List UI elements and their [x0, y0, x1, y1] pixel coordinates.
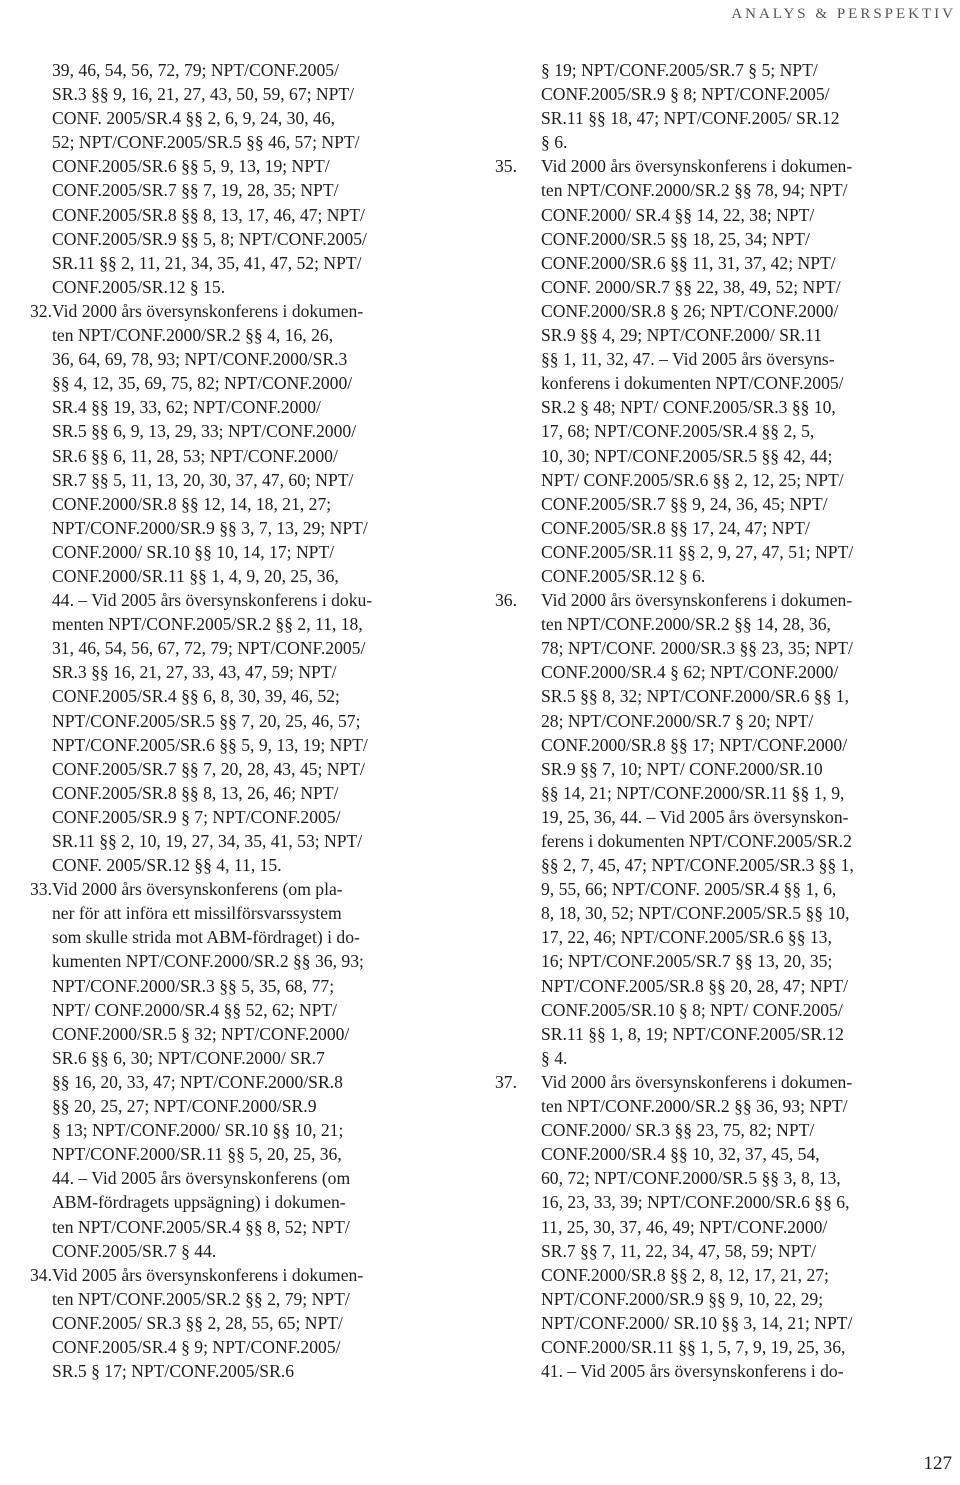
- line-text: 36, 64, 69, 78, 93; NPT/CONF.2000/SR.3: [52, 349, 348, 370]
- line-text: §§ 4, 12, 35, 69, 75, 82; NPT/CONF.2000/: [52, 373, 353, 394]
- text-line: [541, 1022, 953, 1046]
- text-line: [541, 492, 953, 516]
- line-text: 28; NPT/CONF.2000/SR.7 § 20; NPT/: [541, 710, 814, 731]
- line-text: ten NPT/CONF.2000/SR.2 §§ 4, 16, 26,: [52, 325, 334, 346]
- line-text: SR.3 §§ 16, 21, 27, 33, 43, 47, 59; NPT/: [52, 662, 337, 683]
- line-text: CONF.2000/ SR.3 §§ 23, 75, 82; NPT/: [541, 1120, 815, 1141]
- line-text: CONF.2005/SR.8 §§ 8, 13, 17, 46, 47; NPT/: [52, 204, 365, 225]
- line-text: 52; NPT/CONF.2005/SR.5 §§ 46, 57; NPT/: [52, 132, 360, 153]
- line-text: CONF.2000/SR.8 § 26; NPT/CONF.2000/: [541, 300, 839, 321]
- text-line: [52, 1118, 464, 1142]
- text-line: [30, 877, 464, 901]
- line-text: 16, 23, 33, 39; NPT/CONF.2000/SR.6 §§ 6,: [541, 1192, 850, 1213]
- note-number: 32.: [30, 300, 52, 321]
- line-text: Vid 2005 års översynskonferens i dokumen-: [52, 1264, 364, 1285]
- text-line: [52, 58, 464, 82]
- text-line: [52, 564, 464, 588]
- text-line: [541, 251, 953, 275]
- line-text: 78; NPT/CONF. 2000/SR.3 §§ 23, 35; NPT/: [541, 638, 853, 659]
- text-line: [52, 1142, 464, 1166]
- line-text: § 13; NPT/CONF.2000/ SR.10 §§ 10, 21;: [52, 1120, 344, 1141]
- text-line: [52, 1022, 464, 1046]
- text-line: [52, 203, 464, 227]
- text-line: [541, 468, 953, 492]
- text-line: [541, 178, 953, 202]
- line-text: Vid 2000 års översynskonferens i dokumen-: [541, 1071, 853, 1092]
- text-line: [52, 1190, 464, 1214]
- text-line: [52, 636, 464, 660]
- line-text: §§ 20, 25, 27; NPT/CONF.2000/SR.9: [52, 1096, 317, 1117]
- text-line: [52, 106, 464, 130]
- text-line: [52, 1070, 464, 1094]
- text-line: [52, 1287, 464, 1311]
- line-text: CONF.2000/ SR.4 §§ 14, 22, 38; NPT/: [541, 204, 815, 225]
- text-line: [52, 1239, 464, 1263]
- line-text: SR.2 § 48; NPT/ CONF.2005/SR.3 §§ 10,: [541, 397, 836, 418]
- note-number: 35.: [495, 156, 517, 177]
- text-line: [495, 588, 953, 612]
- line-text: NPT/CONF.2005/SR.8 §§ 20, 28, 47; NPT/: [541, 975, 849, 996]
- line-text: 39, 46, 54, 56, 72, 79; NPT/CONF.2005/: [52, 60, 339, 80]
- text-line: [541, 612, 953, 636]
- text-line: [541, 1166, 953, 1190]
- line-text: NPT/CONF.2005/SR.6 §§ 5, 9, 13, 19; NPT/: [52, 734, 368, 755]
- line-text: CONF.2000/SR.8 §§ 2, 8, 12, 17, 21, 27;: [541, 1264, 829, 1285]
- line-text: SR.6 §§ 6, 30; NPT/CONF.2000/ SR.7: [52, 1047, 325, 1068]
- text-line: [52, 468, 464, 492]
- line-text: CONF.2005/SR.12 § 6.: [541, 565, 706, 586]
- text-line: [541, 998, 953, 1022]
- text-line: [541, 82, 953, 106]
- line-text: CONF.2000/ SR.10 §§ 10, 14, 17; NPT/: [52, 541, 335, 562]
- line-text: SR.11 §§ 2, 11, 21, 34, 35, 41, 47, 52; NPT/: [52, 252, 362, 273]
- text-line: [541, 805, 953, 829]
- text-line: [541, 901, 953, 925]
- line-text: NPT/CONF.2005/SR.5 §§ 7, 20, 25, 46, 57;: [52, 710, 361, 731]
- text-line: [541, 1046, 953, 1070]
- line-text: SR.3 §§ 9, 16, 21, 27, 43, 50, 59, 67; NPT/: [52, 84, 355, 105]
- text-line: [52, 323, 464, 347]
- text-line: [541, 1239, 953, 1263]
- line-text: ten NPT/CONF.2005/SR.2 §§ 2, 79; NPT/: [52, 1288, 350, 1309]
- text-line: [541, 1335, 953, 1359]
- line-text: SR.11 §§ 2, 10, 19, 27, 34, 35, 41, 53; NPT/: [52, 831, 363, 851]
- line-text: 31, 46, 54, 56, 67, 72, 79; NPT/CONF.2005/: [52, 638, 366, 659]
- text-line: [52, 1359, 464, 1383]
- text-line: [541, 564, 953, 588]
- line-text: 8, 18, 30, 52; NPT/CONF.2005/SR.5 §§ 10,: [541, 903, 850, 924]
- text-line: [541, 829, 953, 853]
- line-text: §§ 1, 11, 32, 47. – Vid 2005 års översyns-: [541, 349, 835, 370]
- line-text: CONF.2005/SR.4 § 9; NPT/CONF.2005/: [52, 1336, 341, 1357]
- line-text: CONF.2005/SR.9 §§ 5, 8; NPT/CONF.2005/: [52, 228, 367, 249]
- line-text: 44. – Vid 2005 års översynskonferens (om: [52, 1168, 351, 1189]
- text-line: [541, 347, 953, 371]
- text-line: [541, 444, 953, 468]
- line-text: CONF. 2005/SR.12 §§ 4, 11, 15.: [52, 855, 282, 876]
- line-text: NPT/ CONF.2000/SR.4 §§ 52, 62; NPT/: [52, 999, 338, 1020]
- text-line: [52, 853, 464, 877]
- line-text: CONF.2005/SR.4 §§ 6, 8, 30, 39, 46, 52;: [52, 686, 340, 707]
- text-line: [52, 540, 464, 564]
- right-column: [495, 58, 953, 1383]
- line-text: CONF.2000/SR.4 §§ 10, 32, 37, 45, 54,: [541, 1144, 820, 1165]
- line-text: 44. – Vid 2005 års översynskonferens i doku-: [52, 590, 373, 611]
- text-line: [30, 1263, 464, 1287]
- line-text: NPT/CONF.2000/SR.11 §§ 5, 20, 25, 36,: [52, 1144, 342, 1165]
- line-text: ten NPT/CONF.2000/SR.2 §§ 78, 94; NPT/: [541, 180, 848, 201]
- text-line: [495, 154, 953, 178]
- text-line: [541, 1287, 953, 1311]
- text-line: [52, 1094, 464, 1118]
- text-line: [52, 371, 464, 395]
- line-text: SR.5 § 17; NPT/CONF.2005/SR.6: [52, 1361, 295, 1382]
- line-text: NPT/CONF.2000/SR.3 §§ 5, 35, 68, 77;: [52, 975, 335, 996]
- left-column: [30, 58, 464, 1383]
- line-text: 19, 25, 36, 44. – Vid 2005 års översynskon-: [541, 806, 849, 827]
- text-line: [541, 419, 953, 443]
- line-text: CONF.2005/SR.12 § 15.: [52, 276, 226, 297]
- line-text: CONF.2000/SR.8 §§ 17; NPT/CONF.2000/: [541, 734, 848, 755]
- text-line: [541, 1359, 953, 1383]
- line-text: SR.11 §§ 18, 47; NPT/CONF.2005/ SR.12: [541, 108, 840, 129]
- text-line: [52, 660, 464, 684]
- text-line: [541, 660, 953, 684]
- line-text: Vid 2000 års översynskonferens i dokumen-: [541, 156, 853, 177]
- line-text: 10, 30; NPT/CONF.2005/SR.5 §§ 42, 44;: [541, 445, 833, 466]
- line-text: CONF.2005/SR.10 § 8; NPT/ CONF.2005/: [541, 999, 843, 1020]
- text-line: [541, 1311, 953, 1335]
- line-text: CONF. 2005/SR.4 §§ 2, 6, 9, 24, 30, 46,: [52, 108, 336, 129]
- line-text: konferens i dokumenten NPT/CONF.2005/: [541, 373, 844, 394]
- line-text: §§ 14, 21; NPT/CONF.2000/SR.11 §§ 1, 9,: [541, 782, 845, 803]
- text-line: [541, 395, 953, 419]
- text-line: [52, 1215, 464, 1239]
- line-text: Vid 2000 års översynskonferens i dokumen-: [541, 590, 853, 611]
- text-line: [541, 1263, 953, 1287]
- text-line: [541, 1094, 953, 1118]
- text-line: [52, 974, 464, 998]
- text-line: [52, 130, 464, 154]
- line-text: Vid 2000 års översynskonferens (om pla-: [52, 879, 343, 900]
- text-line: [541, 130, 953, 154]
- text-line: [541, 58, 953, 82]
- line-text: 17, 68; NPT/CONF.2005/SR.4 §§ 2, 5,: [541, 421, 815, 442]
- line-text: SR.7 §§ 7, 11, 22, 34, 47, 58, 59; NPT/: [541, 1240, 817, 1261]
- line-text: menten NPT/CONF.2005/SR.2 §§ 2, 11, 18,: [52, 614, 363, 635]
- line-text: CONF.2005/SR.7 §§ 9, 24, 36, 45; NPT/: [541, 493, 828, 514]
- line-text: NPT/CONF.2000/ SR.10 §§ 3, 14, 21; NPT/: [541, 1312, 853, 1333]
- line-text: CONF.2000/SR.5 § 32; NPT/CONF.2000/: [52, 1023, 350, 1044]
- text-line: [541, 323, 953, 347]
- text-line: [541, 275, 953, 299]
- line-text: CONF.2005/SR.7 § 44.: [52, 1240, 217, 1261]
- text-line: [52, 492, 464, 516]
- text-line: [52, 251, 464, 275]
- text-line: [52, 444, 464, 468]
- text-line: [52, 178, 464, 202]
- line-text: ten NPT/CONF.2005/SR.4 §§ 8, 52; NPT/: [52, 1216, 350, 1237]
- text-line: [52, 82, 464, 106]
- text-line: [52, 684, 464, 708]
- line-text: § 4.: [541, 1047, 568, 1068]
- line-text: CONF.2005/SR.7 §§ 7, 20, 28, 43, 45; NPT/: [52, 758, 365, 779]
- text-line: [52, 227, 464, 251]
- line-text: § 6.: [541, 132, 568, 153]
- text-line: [52, 998, 464, 1022]
- line-text: CONF.2005/SR.9 § 7; NPT/CONF.2005/: [52, 806, 341, 827]
- line-text: som skulle strida mot ABM-fördraget) i do-: [52, 927, 360, 948]
- line-text: SR.6 §§ 6, 11, 28, 53; NPT/CONF.2000/: [52, 445, 338, 466]
- line-text: CONF. 2000/SR.7 §§ 22, 38, 49, 52; NPT/: [541, 276, 841, 297]
- text-line: [541, 636, 953, 660]
- text-line: [541, 949, 953, 973]
- line-text: CONF.2005/SR.9 § 8; NPT/CONF.2005/: [541, 84, 830, 105]
- note-number: 37.: [495, 1071, 517, 1092]
- text-line: [52, 925, 464, 949]
- text-line: [52, 781, 464, 805]
- text-line: [52, 612, 464, 636]
- text-line: [541, 1190, 953, 1214]
- line-text: CONF.2005/SR.11 §§ 2, 9, 27, 47, 51; NPT/: [541, 541, 854, 562]
- text-line: [52, 733, 464, 757]
- line-text: 11, 25, 30, 37, 46, 49; NPT/CONF.2000/: [541, 1216, 828, 1237]
- text-line: [541, 540, 953, 564]
- text-line: [30, 299, 464, 323]
- line-text: SR.9 §§ 7, 10; NPT/ CONF.2000/SR.10: [541, 758, 823, 779]
- line-text: §§ 2, 7, 45, 47; NPT/CONF.2005/SR.3 §§ 1,: [541, 855, 854, 876]
- text-line: [541, 299, 953, 323]
- line-text: NPT/ CONF.2005/SR.6 §§ 2, 12, 25; NPT/: [541, 469, 844, 490]
- text-line: [541, 516, 953, 540]
- text-line: [52, 757, 464, 781]
- line-text: CONF.2000/SR.11 §§ 1, 4, 9, 20, 25, 36,: [52, 565, 339, 586]
- text-line: [541, 877, 953, 901]
- note-number: 33.: [30, 879, 52, 900]
- line-text: NPT/CONF.2000/SR.9 §§ 9, 10, 22, 29;: [541, 1288, 824, 1309]
- line-text: CONF.2000/SR.5 §§ 18, 25, 34; NPT/: [541, 228, 810, 249]
- text-line: [541, 684, 953, 708]
- text-line: [52, 154, 464, 178]
- line-text: 16; NPT/CONF.2005/SR.7 §§ 13, 20, 35;: [541, 951, 833, 972]
- line-text: SR.5 §§ 6, 9, 13, 29, 33; NPT/CONF.2000/: [52, 421, 357, 442]
- text-line: [541, 1142, 953, 1166]
- line-text: ten NPT/CONF.2000/SR.2 §§ 36, 93; NPT/: [541, 1096, 848, 1117]
- line-text: CONF.2000/SR.4 § 62; NPT/CONF.2000/: [541, 662, 839, 683]
- text-line: [52, 588, 464, 612]
- text-line: [495, 1070, 953, 1094]
- page-number: 127: [923, 1453, 952, 1474]
- text-line: [52, 1166, 464, 1190]
- line-text: ten NPT/CONF.2000/SR.2 §§ 14, 28, 36,: [541, 614, 831, 635]
- text-line: [52, 1046, 464, 1070]
- line-text: CONF.2000/SR.11 §§ 1, 5, 7, 9, 19, 25, 36,: [541, 1336, 846, 1357]
- text-line: [541, 1215, 953, 1239]
- line-text: SR.5 §§ 8, 32; NPT/CONF.2000/SR.6 §§ 1,: [541, 686, 850, 707]
- note-number: 34.: [30, 1264, 52, 1285]
- text-line: [52, 709, 464, 733]
- line-text: SR.11 §§ 1, 8, 19; NPT/CONF.2005/SR.12: [541, 1023, 844, 1044]
- text-line: [52, 516, 464, 540]
- line-text: CONF.2000/SR.6 §§ 11, 31, 37, 42; NPT/: [541, 252, 836, 273]
- text-line: [541, 781, 953, 805]
- text-line: [541, 733, 953, 757]
- text-line: [541, 106, 953, 130]
- line-text: 9, 55, 66; NPT/CONF. 2005/SR.4 §§ 1, 6,: [541, 879, 837, 900]
- text-line: [541, 227, 953, 251]
- text-line: [52, 901, 464, 925]
- line-text: CONF.2005/SR.6 §§ 5, 9, 13, 19; NPT/: [52, 156, 330, 177]
- text-line: [541, 203, 953, 227]
- text-line: [541, 853, 953, 877]
- text-line: [541, 757, 953, 781]
- line-text: ferens i dokumenten NPT/CONF.2005/SR.2: [541, 831, 852, 851]
- running-head: ANALYS & PERSPEKTIV: [731, 6, 956, 22]
- line-text: CONF.2005/ SR.3 §§ 2, 28, 55, 65; NPT/: [52, 1312, 343, 1333]
- line-text: CONF.2005/SR.8 §§ 8, 13, 26, 46; NPT/: [52, 782, 339, 803]
- text-line: [541, 371, 953, 395]
- text-line: [52, 395, 464, 419]
- line-text: 17, 22, 46; NPT/CONF.2005/SR.6 §§ 13,: [541, 927, 832, 948]
- line-text: 41. – Vid 2005 års översynskonferens i do-: [541, 1361, 844, 1382]
- line-text: ABM-fördragets uppsägning) i dokumen-: [52, 1192, 346, 1213]
- text-line: [52, 419, 464, 443]
- line-text: §§ 16, 20, 33, 47; NPT/CONF.2000/SR.8: [52, 1071, 343, 1092]
- line-text: § 19; NPT/CONF.2005/SR.7 § 5; NPT/: [541, 60, 818, 80]
- text-line: [52, 949, 464, 973]
- text-line: [541, 974, 953, 998]
- text-line: [541, 925, 953, 949]
- line-text: SR.9 §§ 4, 29; NPT/CONF.2000/ SR.11: [541, 325, 822, 346]
- line-text: SR.4 §§ 19, 33, 62; NPT/CONF.2000/: [52, 397, 321, 418]
- line-text: NPT/CONF.2000/SR.9 §§ 3, 7, 13, 29; NPT/: [52, 517, 368, 538]
- line-text: SR.7 §§ 5, 11, 13, 20, 30, 37, 47, 60; NPT/: [52, 469, 354, 490]
- line-text: ner för att införa ett missilförsvarssystem: [52, 903, 342, 924]
- text-line: [52, 1311, 464, 1335]
- line-text: 60, 72; NPT/CONF.2000/SR.5 §§ 3, 8, 13,: [541, 1168, 841, 1189]
- line-text: CONF.2005/SR.8 §§ 17, 24, 47; NPT/: [541, 517, 810, 538]
- line-text: kumenten NPT/CONF.2000/SR.2 §§ 36, 93;: [52, 951, 364, 972]
- text-line: [52, 347, 464, 371]
- text-line: [541, 709, 953, 733]
- text-line: [52, 1335, 464, 1359]
- line-text: Vid 2000 års översynskonferens i dokumen-: [52, 300, 364, 321]
- text-line: [541, 1118, 953, 1142]
- note-number: 36.: [495, 590, 517, 611]
- text-line: [52, 805, 464, 829]
- text-line: [52, 829, 464, 853]
- line-text: CONF.2000/SR.8 §§ 12, 14, 18, 21, 27;: [52, 493, 332, 514]
- line-text: CONF.2005/SR.7 §§ 7, 19, 28, 35; NPT/: [52, 180, 339, 201]
- text-line: [52, 275, 464, 299]
